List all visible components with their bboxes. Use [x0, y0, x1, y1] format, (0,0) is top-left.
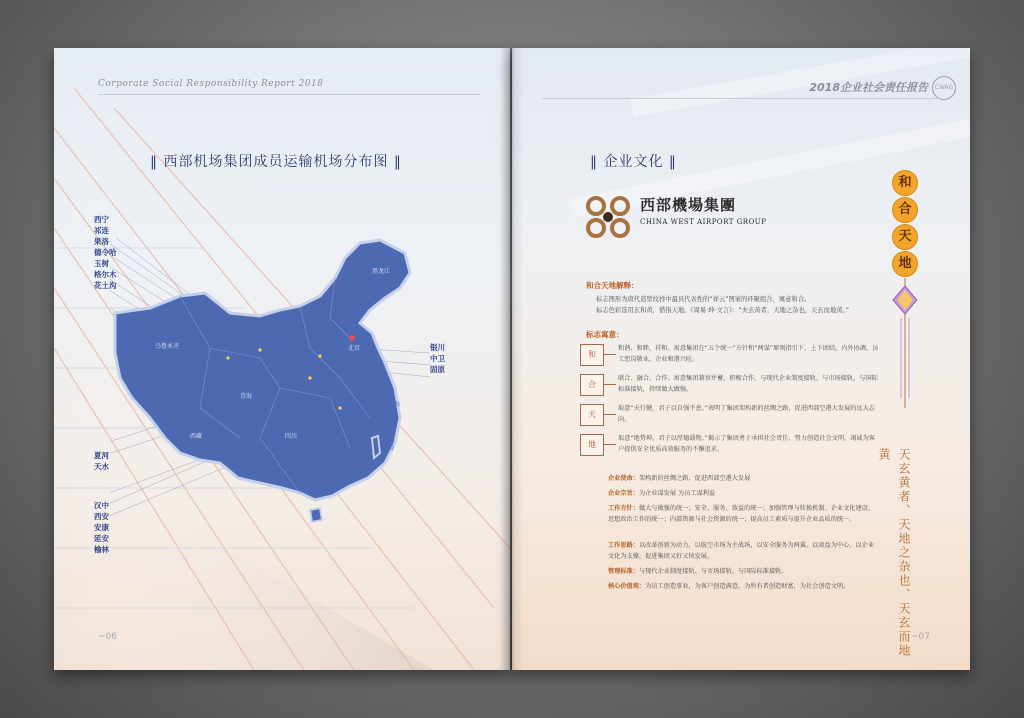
map-label: 青海 — [240, 393, 253, 400]
culture-item — [608, 566, 878, 577]
company-logo — [582, 190, 767, 246]
section-heading: 和合天地解释： — [586, 281, 639, 290]
airport-label: 榆林 — [94, 545, 109, 554]
airport-label: 祁连 — [94, 226, 109, 235]
airport-label: 西安 — [94, 512, 109, 521]
report-header: 2018企业社会责任报告 — [809, 81, 928, 94]
badge-char: 地 — [892, 251, 918, 277]
item-label: 管理标准： — [608, 568, 639, 575]
meaning-text: 联合、融合、合作。寓意集团兼容并蓄，积极合作，与现代企业制度接轨，与市场接轨，与国际标准接轨，持续做大做强。 — [618, 375, 878, 393]
page-title: ‖ 企业文化 ‖ — [590, 154, 677, 170]
header-rule — [542, 98, 940, 99]
right-page — [512, 48, 970, 670]
airport-label: 安康 — [94, 523, 109, 532]
airport-label-group-2 — [94, 450, 109, 472]
airport-label: 果洛 — [94, 237, 109, 246]
item-text: 架构新的丝绸之路，促进西部空港大发展 — [638, 475, 751, 482]
map-label: 东海 — [388, 401, 401, 408]
meaning-text: 和谐、和睦、祥和。寓意集团在“五个统一”方针和“两谋”原则指引下，上下团结，内外协调，员工恋岗敬业，企业和谐兴旺。 — [618, 345, 879, 363]
airport-label: 固原 — [430, 365, 445, 374]
item-text: 为员工创造事业，为客户创造满意，为所有者创造财富，为社会创造文明。 — [645, 583, 850, 590]
china-map — [110, 238, 440, 528]
badge-char: 和 — [892, 170, 918, 196]
page-number: ~07 — [911, 632, 930, 642]
badge-char: 天 — [892, 224, 918, 250]
logo-name-cn: 西部機場集團 — [640, 196, 737, 214]
culture-item — [608, 503, 878, 525]
airport-label: 天水 — [94, 462, 109, 471]
culture-item — [608, 581, 878, 592]
item-text: 做大与做强的统一；安全、服务、效益的统一；加强管理与转换机制、企业文化建设、思想政治工作的统一；内部资源与社会资源的统一；提高员工素质与提升企业品质的统一。 — [608, 505, 875, 523]
hainan-shape — [310, 508, 322, 522]
vertical-badge — [892, 170, 918, 412]
meaning-connector — [604, 384, 616, 385]
item-text: 与现代企业制度接轨、与市场接轨、与国际标准接轨。 — [638, 568, 788, 575]
cloud-logo-icon — [582, 190, 634, 242]
item-label: 工作方针： — [608, 505, 639, 512]
airport-label: 中卫 — [430, 354, 445, 363]
page-number: ~06 — [98, 632, 117, 642]
item-label: 企业使命： — [608, 475, 639, 482]
meaning-char: 天 — [580, 404, 604, 426]
meaning-char: 合 — [580, 374, 604, 396]
section-heading: 标志寓意： — [586, 330, 624, 339]
header-rule — [98, 94, 480, 95]
item-label: 企业宗旨： — [608, 490, 639, 497]
airport-label: 夏河 — [94, 451, 109, 460]
meaning-char: 地 — [580, 434, 604, 456]
taiwan-shape — [372, 436, 380, 458]
item-text: 以改革创新为动力，以航空市场为主战场，以安全服务为两翼，以效益为中心，以企业文化为支撑，促进集团又好又快发展。 — [608, 542, 875, 560]
meaning-char: 和 — [580, 344, 604, 366]
airport-label: 玉树 — [94, 259, 109, 268]
badge-char: 合 — [892, 197, 918, 223]
logo-mini-icon: CWAG — [932, 76, 956, 100]
airport-label: 花土沟 — [94, 281, 117, 290]
map-shape — [115, 240, 410, 500]
culture-item — [608, 540, 878, 562]
airport-label: 延安 — [94, 534, 109, 543]
meaning-connector — [604, 444, 616, 445]
meaning-connector — [604, 354, 616, 355]
page-title: ‖ 西部机场集团成员运输机场分布图 ‖ — [150, 154, 402, 170]
vertical-slogan: 天玄黄者、天地之杂也、天玄而地黄 — [877, 448, 911, 658]
meaning-text: 取意“地势坤，君子以厚德载物。”揭示了集团勇于承担社会责任、努力创造社会文明，竭诚为客户提供安全优质高效服务的不懈追求。 — [618, 435, 875, 453]
map-label: 乌鲁木齐 — [155, 343, 180, 350]
culture-item — [608, 473, 878, 484]
knot-ornament-icon — [892, 278, 918, 408]
airport-label: 德令哈 — [94, 248, 117, 257]
item-label: 核心价值观： — [608, 583, 646, 590]
airport-label: 西宁 — [94, 215, 109, 224]
report-header: Corporate Social Responsibility Report 2018 — [98, 79, 324, 89]
item-label: 工作思路： — [608, 542, 639, 549]
airport-label: 格尔木 — [94, 270, 117, 279]
map-label: 西藏 — [190, 433, 203, 440]
explain-line: 标志色彩选用玄和黄，借指天地。《周易·坤·文言》：“夫玄黄者，天地之杂也，天玄而地黄。” — [596, 307, 849, 314]
item-text: 为企业谋发展 为员工谋利益 — [638, 490, 716, 497]
logo-name-en: CHINA WEST AIRPORT GROUP — [640, 218, 767, 226]
meaning-text: 取意“天行健，君子以自强不息。”表明了集团架构新的丝绸之路，促进西部空港大发展的远大志向。 — [618, 405, 875, 423]
airport-label: 银川 — [430, 343, 445, 352]
meaning-connector — [604, 414, 616, 415]
airport-label-group-3 — [94, 500, 109, 555]
left-page — [54, 48, 510, 670]
explain-text — [596, 294, 896, 316]
culture-item — [608, 488, 878, 499]
map-label: 台湾 — [382, 445, 395, 452]
explain-line: 标志图形为唐代造型纹样中最具代表性的“祥云”图案的环聚组合，寓意和合。 — [596, 296, 811, 303]
map-label: 黑龙江 — [372, 268, 391, 275]
map-label: 北京 — [348, 345, 361, 352]
airport-label: 汉中 — [94, 501, 109, 510]
map-label: 四川 — [285, 433, 298, 440]
